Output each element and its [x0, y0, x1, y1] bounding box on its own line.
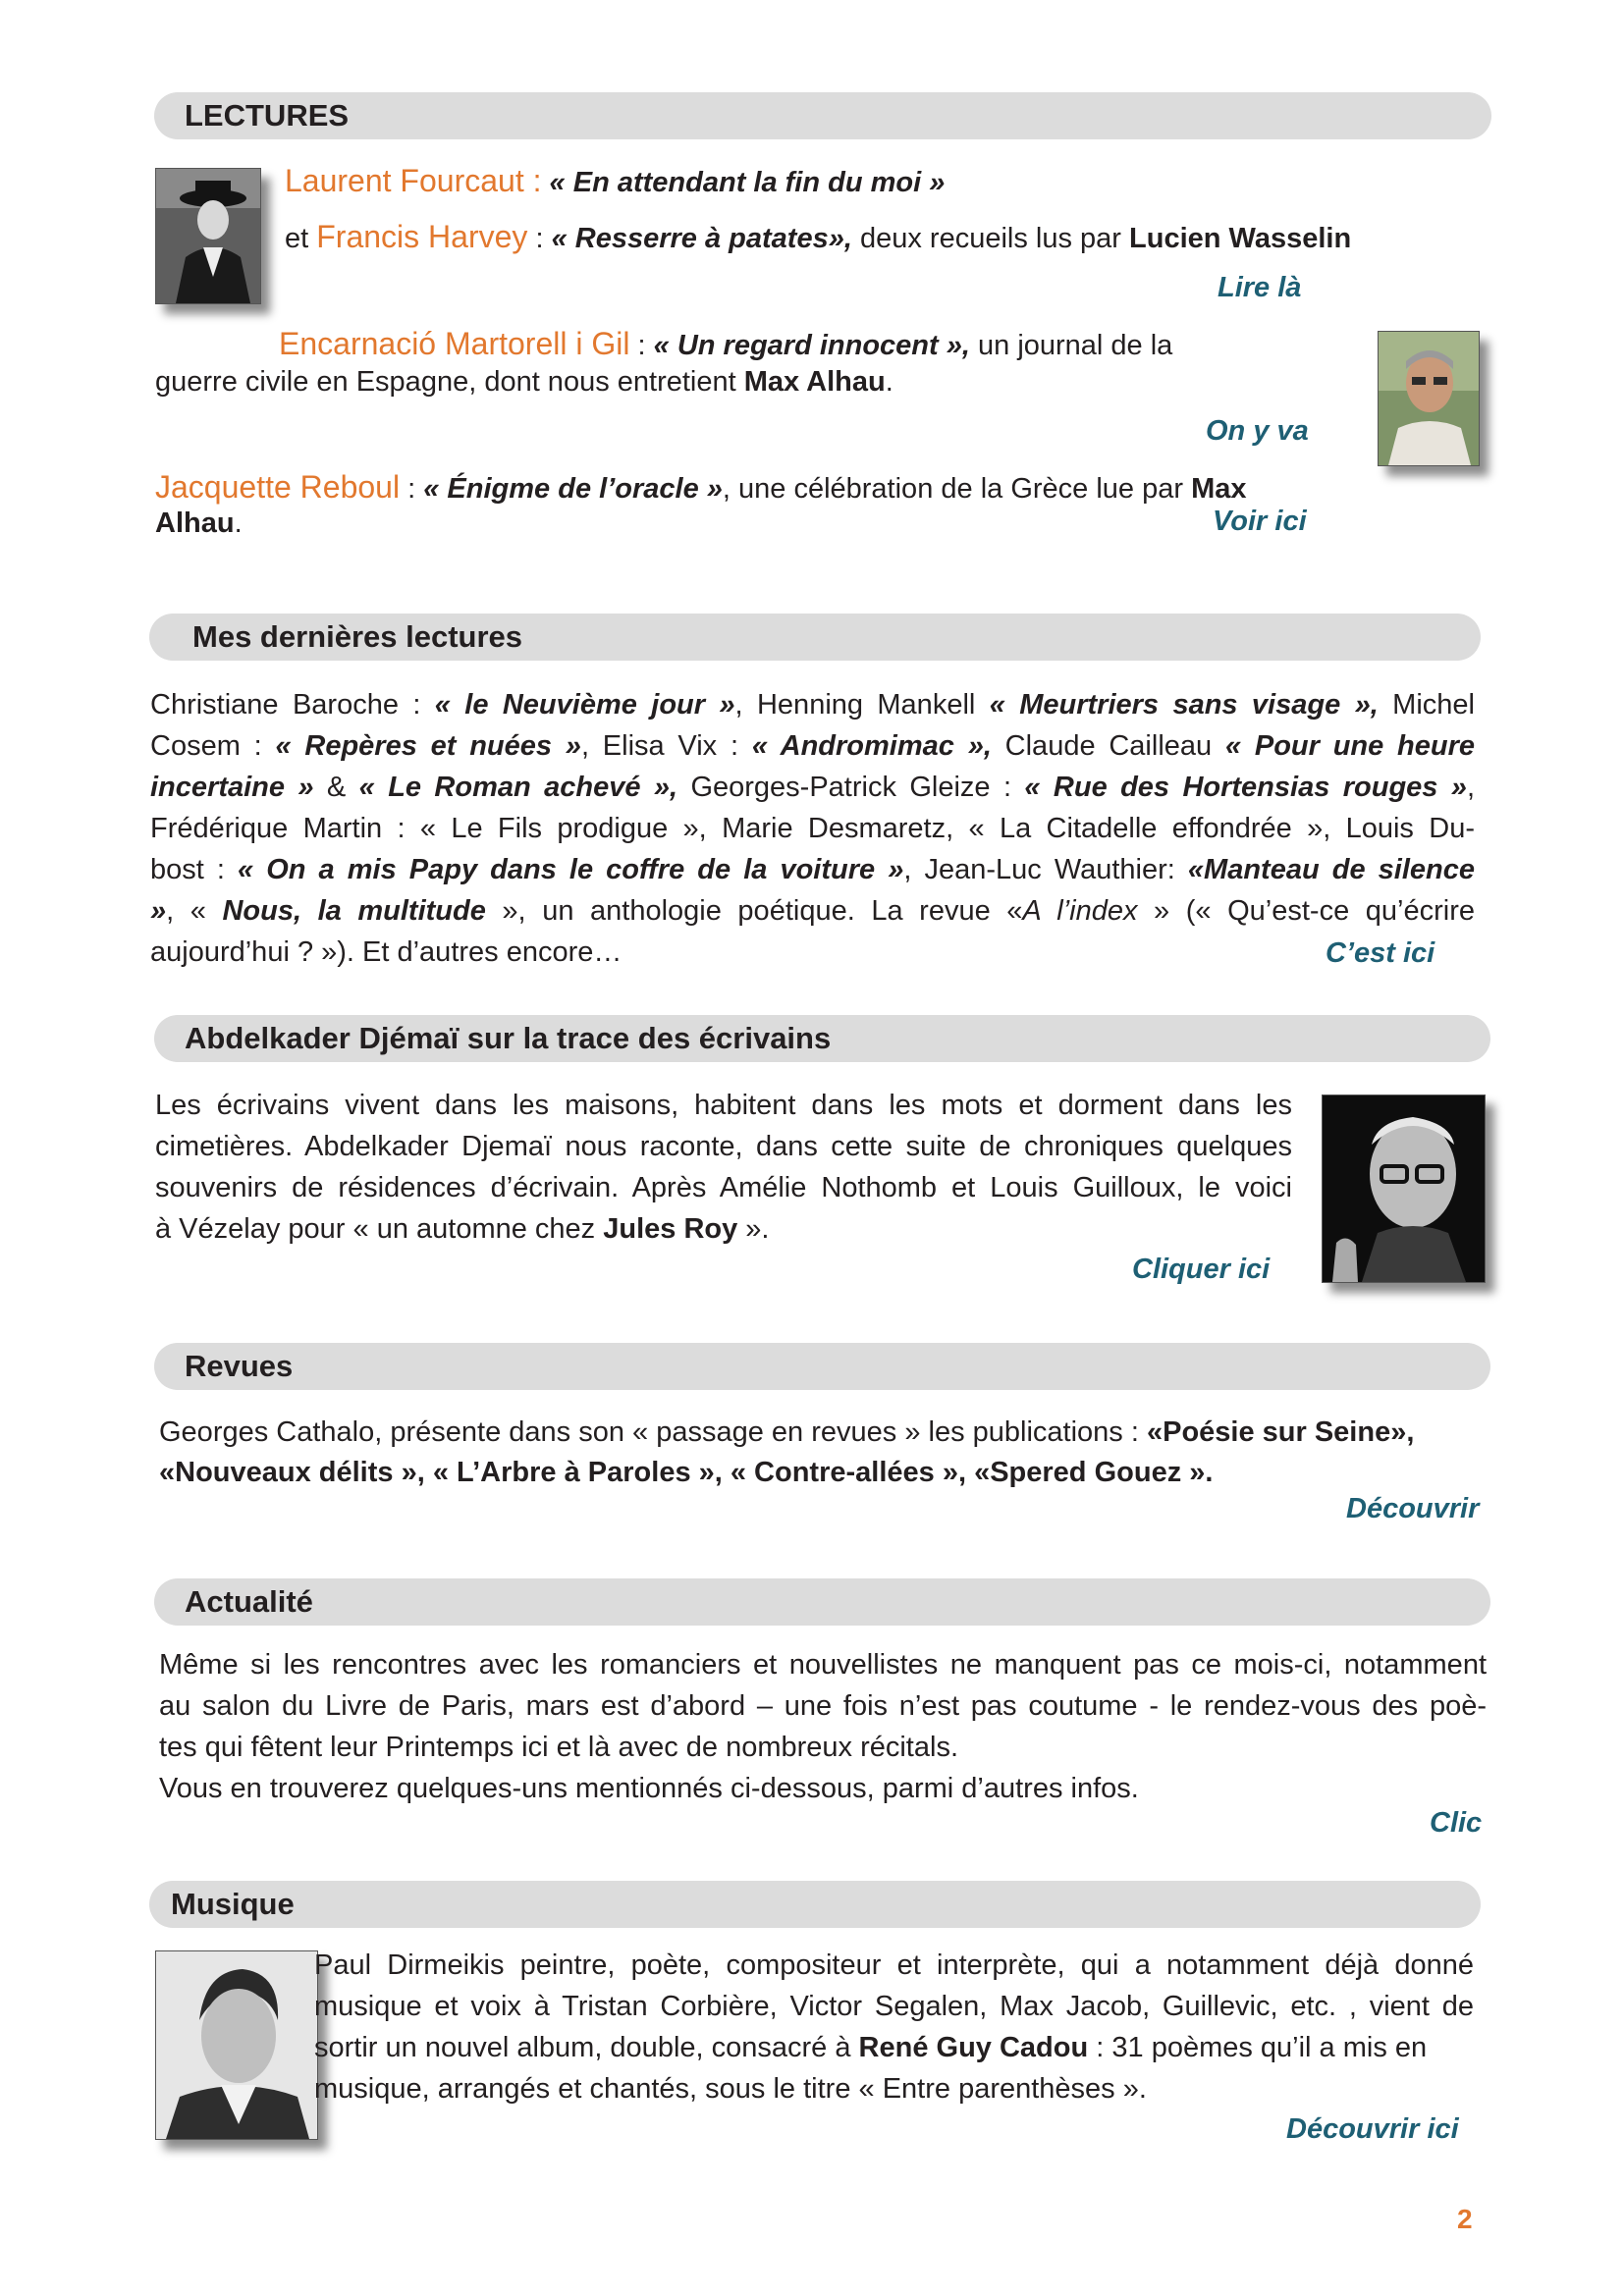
book-title: « Repères et nuées »: [275, 730, 581, 762]
poet-name: René Guy Cadou: [858, 2032, 1089, 2063]
link-on-y-va[interactable]: On y va: [1206, 415, 1309, 447]
text-run: bost :: [150, 854, 239, 885]
text-run: , Henning Mankell: [734, 689, 990, 721]
author-name: Laurent Fourcaut :: [285, 163, 542, 198]
text-run: », un anthologie poétique. La revue «: [485, 895, 1023, 927]
text-run: Frédérique Martin : « Le Fils prodigue », Marie Desmaretz, « La Citadelle effondrée », Louis Du-: [150, 813, 1475, 844]
portrait-image: [1323, 1095, 1485, 1282]
paragraph-line: souvenirs de résidences d’écrivain. Après Amélie Nothomb et Louis Guilloux, le voici: [155, 1172, 1292, 1203]
link-clic[interactable]: Clic: [1430, 1807, 1483, 1839]
text-run: : 31 poèmes qu’il a mis en: [1088, 2032, 1428, 2063]
book-title: « Pour une heure: [1224, 730, 1476, 762]
lecture-line-5: [155, 469, 1247, 507]
text-run: , «: [166, 895, 223, 927]
portrait-image: [1379, 332, 1479, 465]
author-photo-alhau: [1378, 331, 1480, 466]
paragraph-line: Vous en trouverez quelques-uns mentionnés ci-dessous, parmi d’autres infos.: [159, 1773, 1139, 1804]
description: guerre civile en Espagne, dont nous entretient: [155, 366, 736, 398]
section-bar-actualite: [154, 1578, 1490, 1626]
reader-name: Lucien Wasselin: [1129, 223, 1352, 254]
paragraph-line: au salon du Livre de Paris, mars est d’abord – une fois n’est pas coutume - le rendez-vous des poè-: [159, 1690, 1487, 1722]
musique-paragraph: [314, 1945, 1474, 2109]
text-run: Cosem :: [150, 730, 276, 762]
description: , une célébration de la Grèce lue par: [722, 473, 1184, 505]
paragraph-line: musique, arrangés et chantés, sous le titre « Entre parenthèses ».: [314, 2073, 1147, 2105]
text-run: Georges Cathalo, présente dans son « passage en revues » les publications :: [159, 1416, 1147, 1448]
section-title-djemai: Abdelkader Djémaï sur la trace des écrivains: [185, 1021, 832, 1055]
text-run: » (« Qu’est-ce qu’écrire: [1137, 895, 1475, 927]
review-title: «Poésie sur Seine»,: [1146, 1416, 1415, 1448]
section-title-dernieres-lectures: Mes dernières lectures: [192, 619, 523, 654]
section-title-lectures: LECTURES: [185, 98, 350, 133]
paragraph-line: [150, 808, 1475, 849]
book-title: « On a mis Papy dans le coffre de la voiture »: [238, 854, 904, 885]
paragraph-line: [155, 1208, 1292, 1250]
author-name: Jacquette Reboul: [155, 469, 401, 505]
lecture-line-6: [155, 506, 243, 541]
author-name: Francis Harvey: [316, 219, 528, 254]
section-title-musique: Musique: [171, 1887, 295, 1921]
page-number: 2: [1457, 2204, 1473, 2234]
link-decouvrir[interactable]: Découvrir: [1346, 1493, 1480, 1524]
book-title: « Andromimac »,: [751, 730, 992, 762]
reader-name: Max: [1191, 473, 1247, 505]
actualite-paragraph: [159, 1644, 1487, 1809]
author-photo-fourcaut: [155, 168, 261, 304]
book-title: »: [150, 895, 167, 927]
writer-name: Jules Roy: [603, 1213, 738, 1245]
section-title-actualite: Actualité: [185, 1584, 313, 1619]
book-title: « le Neuvième jour »: [434, 689, 735, 721]
link-lire-la[interactable]: Lire là: [1218, 272, 1302, 303]
lecture-line-4: [155, 364, 893, 400]
book-title: incertaine »: [150, 772, 314, 803]
paragraph-line: Les écrivains vivent dans les maisons, habitent dans les mots et dorment dans les: [155, 1090, 1292, 1121]
paragraph-line: aujourd’hui ? »). Et d’autres encore…: [150, 936, 623, 968]
text-run: &: [313, 772, 359, 803]
paragraph-line: [150, 890, 1475, 932]
paragraph-line: cimetières. Abdelkader Djemaï nous raconte, dans cette suite de chroniques quelques: [155, 1131, 1292, 1162]
paragraph-line: [150, 767, 1475, 808]
author-name: Encarnació Martorell i Gil: [279, 326, 630, 361]
text-run: Michel: [1378, 689, 1475, 721]
lecture-line-1: [285, 163, 945, 200]
book-title: « Un regard innocent »,: [653, 330, 970, 361]
punctuation: .: [885, 366, 893, 398]
portrait-image: [156, 169, 260, 303]
author-photo-jules-roy: [1322, 1095, 1486, 1283]
paragraph-line: Paul Dirmeikis peintre, poète, compositeur et interprète, qui a notamment déjà donné: [314, 1949, 1474, 1981]
portrait-image: [156, 1951, 317, 2139]
text-run: Claude Cailleau: [991, 730, 1225, 762]
separator: :: [535, 223, 544, 254]
punctuation: .: [234, 507, 243, 539]
djemai-paragraph: [155, 1085, 1292, 1250]
separator: :: [407, 473, 416, 505]
paragraph-line: [314, 2027, 1474, 2068]
text-run: , Jean-Luc Wauthier:: [903, 854, 1188, 885]
book-title: « Meurtriers sans visage »,: [989, 689, 1379, 721]
text-run: Georges-Patrick Gleize :: [677, 772, 1025, 803]
section-bar-lectures: [154, 92, 1491, 139]
book-title: Nous, la multitude: [222, 895, 486, 927]
paragraph-line: [150, 849, 1475, 890]
paragraph-line: musique et voix à Tristan Corbière, Victor Segalen, Max Jacob, Guillevic, etc. , vient de: [314, 1991, 1474, 2022]
book-title: « Le Roman achevé »,: [358, 772, 678, 803]
connector-text: et: [285, 223, 309, 254]
reader-name: Max Alhau: [743, 366, 886, 398]
review-title: A l’index: [1022, 895, 1138, 927]
revues-line-2: «Nouveaux délits », « L’Arbre à Paroles », « Contre-allées », «Spered Gouez ».: [159, 1457, 1214, 1488]
book-title: « Resserre à patates»,: [551, 223, 852, 254]
description: deux recueils lus par: [859, 223, 1121, 254]
revues-line-1: [159, 1415, 1414, 1450]
separator: :: [637, 330, 646, 361]
text-run: ,: [1466, 772, 1476, 803]
text-run: ».: [737, 1213, 770, 1245]
link-voir-ici[interactable]: Voir ici: [1213, 506, 1307, 537]
dernieres-paragraph: [150, 684, 1475, 973]
paragraph-line: Même si les rencontres avec les romanciers et nouvellistes ne manquent pas ce mois-ci, notamment: [159, 1649, 1487, 1681]
book-title: « Énigme de l’oracle »: [423, 473, 723, 505]
link-decouvrir-ici[interactable]: Découvrir ici: [1286, 2113, 1459, 2145]
book-title: « Rue des Hortensias rouges »: [1024, 772, 1467, 803]
paragraph-line: [150, 684, 1475, 725]
paragraph-line: tes qui fêtent leur Printemps ici et là avec de nombreux récitals.: [159, 1732, 958, 1763]
book-title: « En attendant la fin du moi »: [549, 167, 946, 198]
lecture-line-3: [279, 326, 1172, 363]
text-run: à Vézelay pour « un automne chez: [155, 1213, 604, 1245]
text-run: Christiane Baroche :: [150, 689, 435, 721]
section-title-revues: Revues: [185, 1349, 294, 1383]
description: un journal de la: [978, 330, 1173, 361]
section-bar-revues: [154, 1343, 1490, 1390]
text-run: , Elisa Vix :: [580, 730, 752, 762]
link-cliquer-ici[interactable]: Cliquer ici: [1132, 1254, 1271, 1285]
book-title: «Manteau de silence: [1187, 854, 1475, 885]
text-run: sortir un nouvel album, double, consacré à: [314, 2032, 859, 2063]
paragraph-line: [150, 725, 1475, 767]
author-photo-cadou: [155, 1950, 318, 2140]
lecture-line-2: [285, 219, 1351, 256]
section-bar-musique: [149, 1881, 1481, 1928]
link-c-est-ici[interactable]: C’est ici: [1326, 937, 1435, 969]
reader-name: Alhau: [155, 507, 235, 539]
